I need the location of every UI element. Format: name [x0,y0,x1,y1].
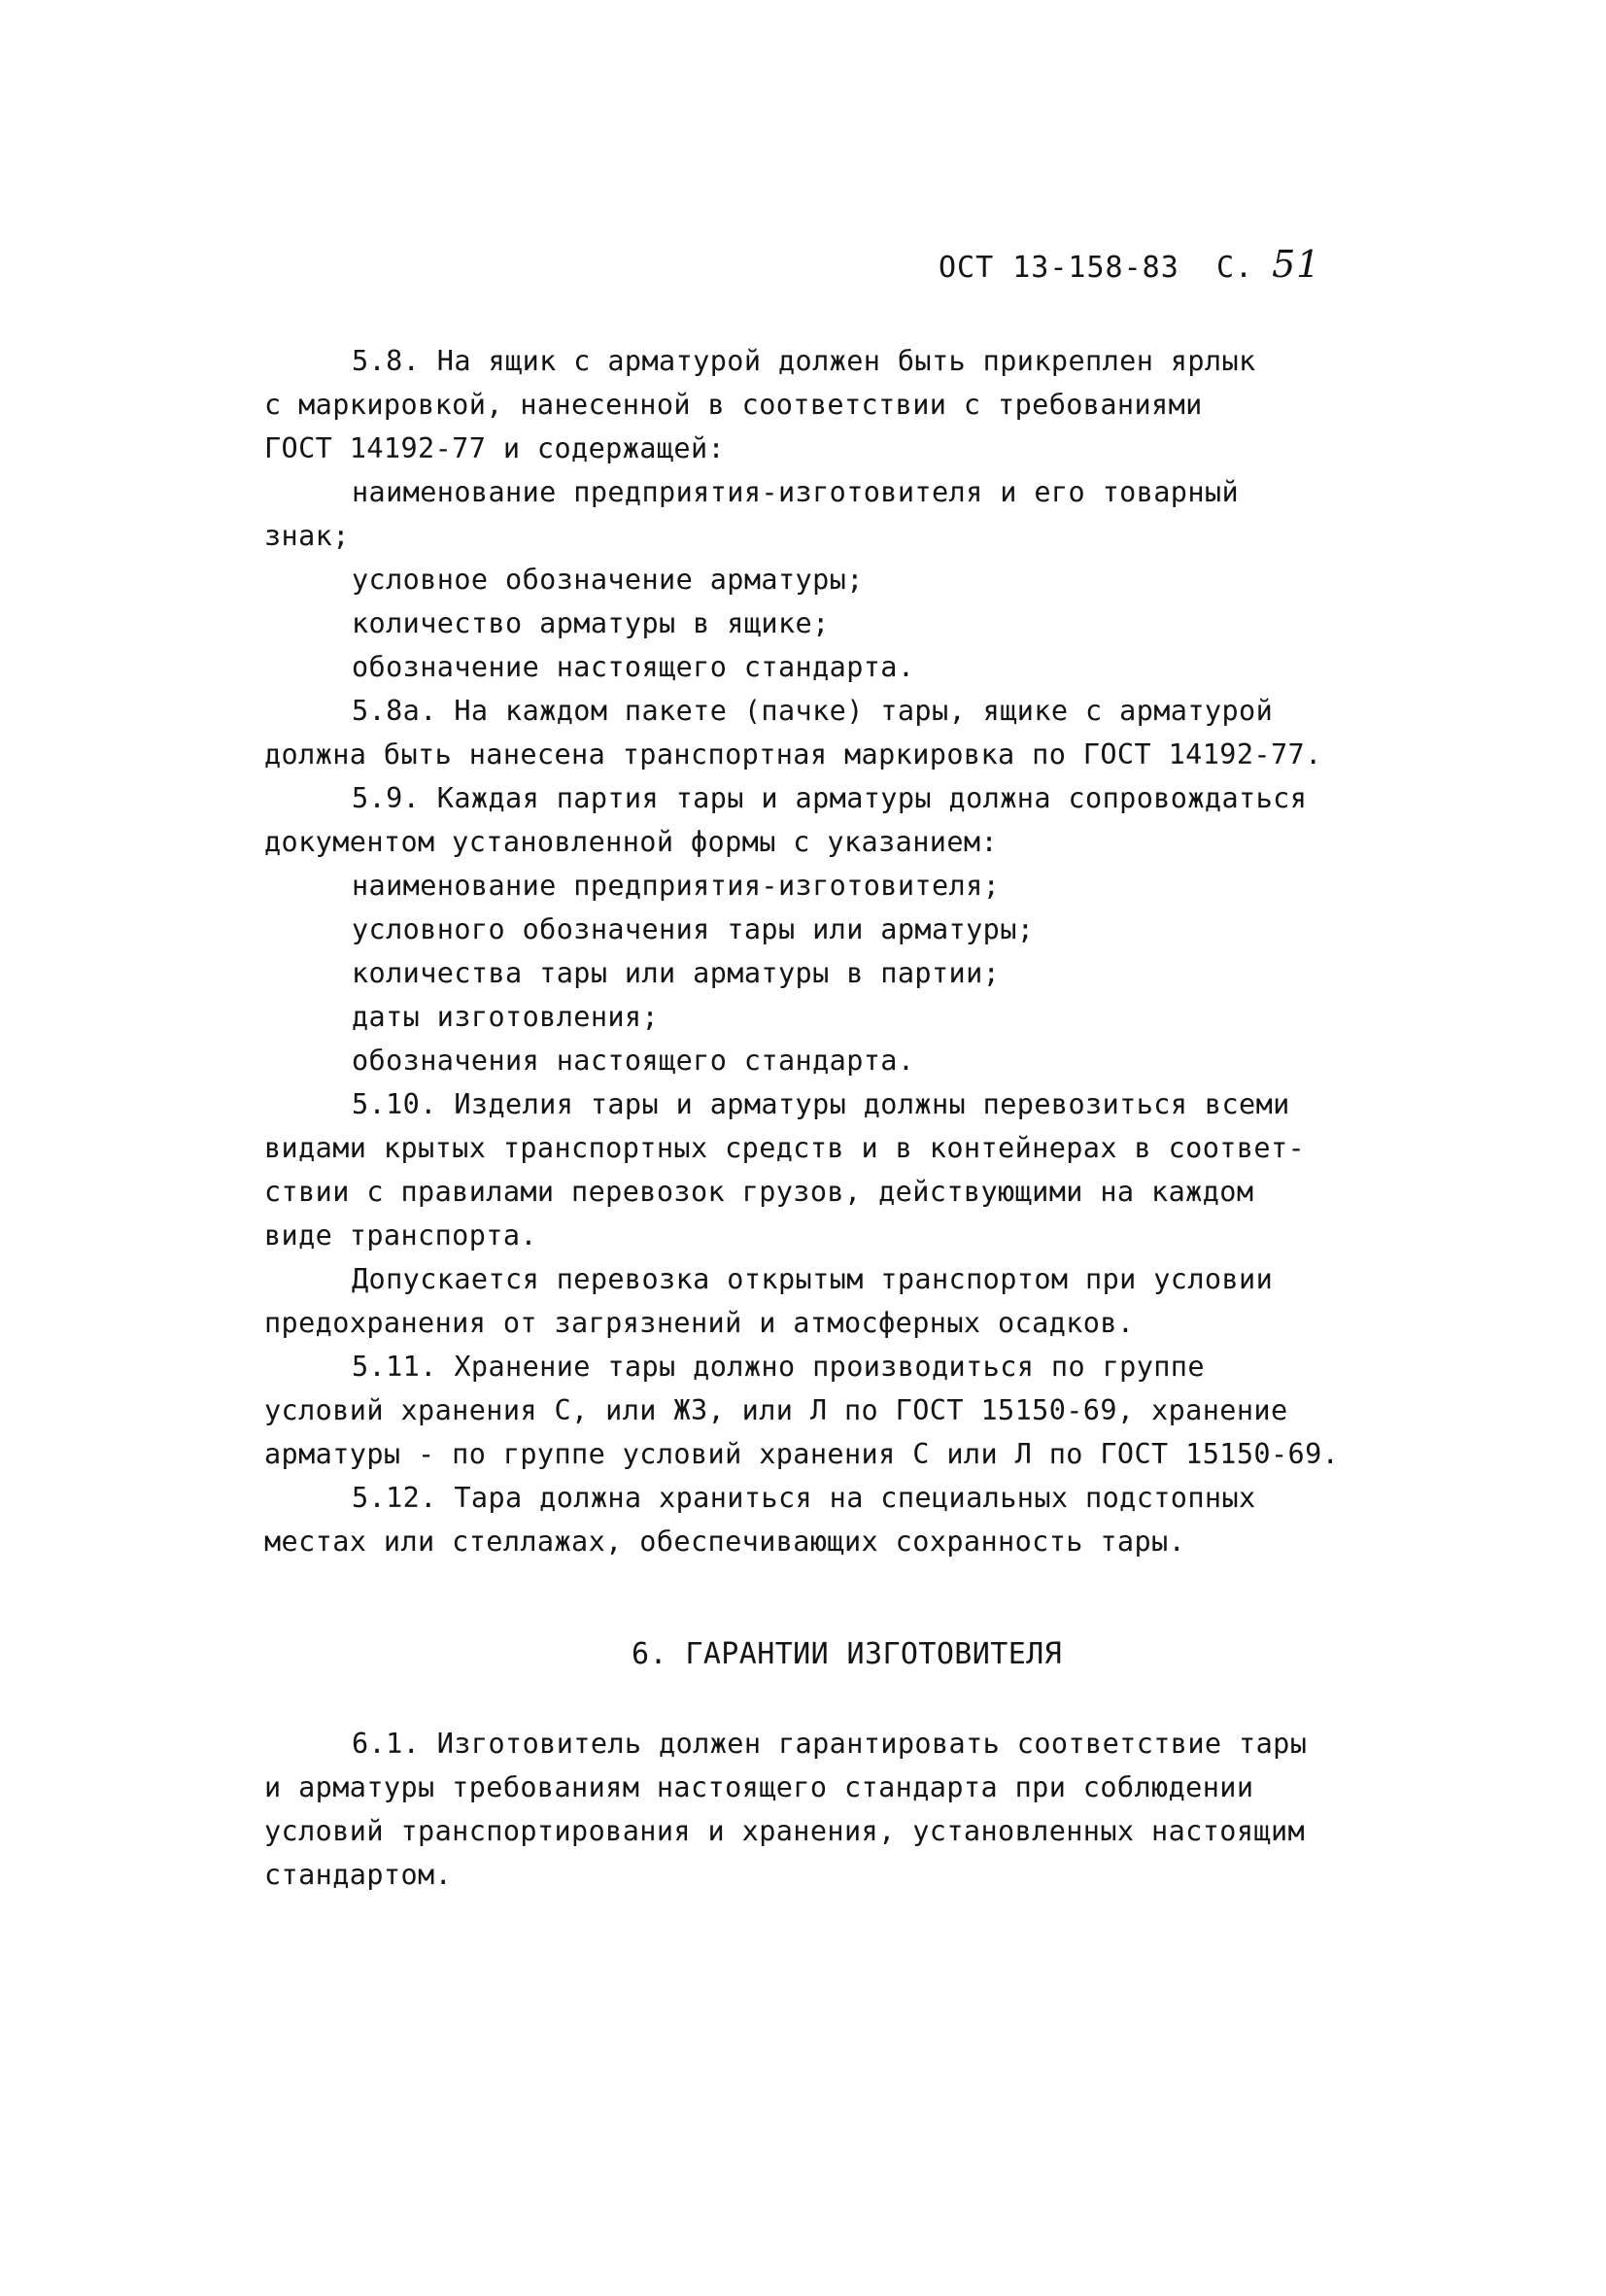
text-line: условного обозначения тары или арматуры; [352,913,1035,945]
doc-id: ОСТ 13-158-83 [939,251,1179,285]
text-line: наименование предприятия-изготовителя; [352,870,1001,902]
text-line: 5.8. На ящик с арматурой должен быть прикреплен ярлык [352,345,1256,377]
text-line: 5.8а. На каждом пакете (пачке) тары, ящике с арматурой [352,695,1274,727]
text-line: обозначение настоящего стандарта. [352,651,915,683]
text-line: количество арматуры в ящике; [352,607,830,639]
text-line: должна быть нанесена транспортная маркировка по ГОСТ 14192-77. [264,738,1322,771]
page-prefix: С. [1215,251,1254,285]
text-line: 5.9. Каждая партия тары и арматуры должна сопровождаться [352,782,1308,814]
text-line: документом установленной формы с указанием: [264,826,999,858]
page-header [939,243,1320,286]
text-line: условное обозначение арматуры; [352,564,864,596]
text-line: стандартом. [264,1859,453,1891]
text-line: количества тары или арматуры в партии; [352,957,1001,989]
text-line: знак; [264,520,350,552]
text-line: даты изготовления; [352,1001,660,1033]
text-line: Допускается перевозка открытым транспортом при условии [352,1263,1274,1295]
text-line: наименование предприятия-изготовителя и его товарный [352,476,1240,508]
text-line: условий транспортирования и хранения, установленных настоящим [264,1815,1306,1847]
text-line: и арматуры требованиям настоящего стандарта при соблюдении [264,1771,1254,1803]
text-line: 6.1. Изготовитель должен гарантировать соответствие тары [352,1728,1308,1760]
text-line: обозначения настоящего стандарта. [352,1045,915,1077]
section-title: 6. ГАРАНТИИ ИЗГОТОВИТЕЛЯ [632,1637,1063,1671]
text-line: 5.10. Изделия тары и арматуры должны перевозиться всеми [352,1088,1290,1120]
text-line: ГОСТ 14192-77 и содержащей: [264,432,726,464]
text-line: арматуры - по группе условий хранения С или Л по ГОСТ 15150-69. [264,1438,1340,1470]
text-line: с маркировкой, нанесенной в соответствии с требованиями [264,389,1203,421]
text-line: местах или стеллажах, обеспечивающих сохранность тары. [264,1525,1186,1558]
page-number: 51 [1272,243,1321,286]
text-line: 5.12. Тара должна храниться на специальных подстопных [352,1482,1256,1514]
text-line: виде транспорта. [264,1219,537,1251]
text-line: предохранения от загрязнений и атмосферных осадков. [264,1307,1135,1339]
text-line: условий хранения С, или Ж3, или Л по ГОСТ 15150-69, хранение [264,1394,1288,1426]
text-line: видами крытых транспортных средств и в контейнерах в соответ- [264,1132,1306,1164]
text-line: ствии с правилами перевозок грузов, действующими на каждом [264,1176,1254,1208]
text-line: 5.11. Хранение тары должно производиться по группе [352,1351,1205,1383]
